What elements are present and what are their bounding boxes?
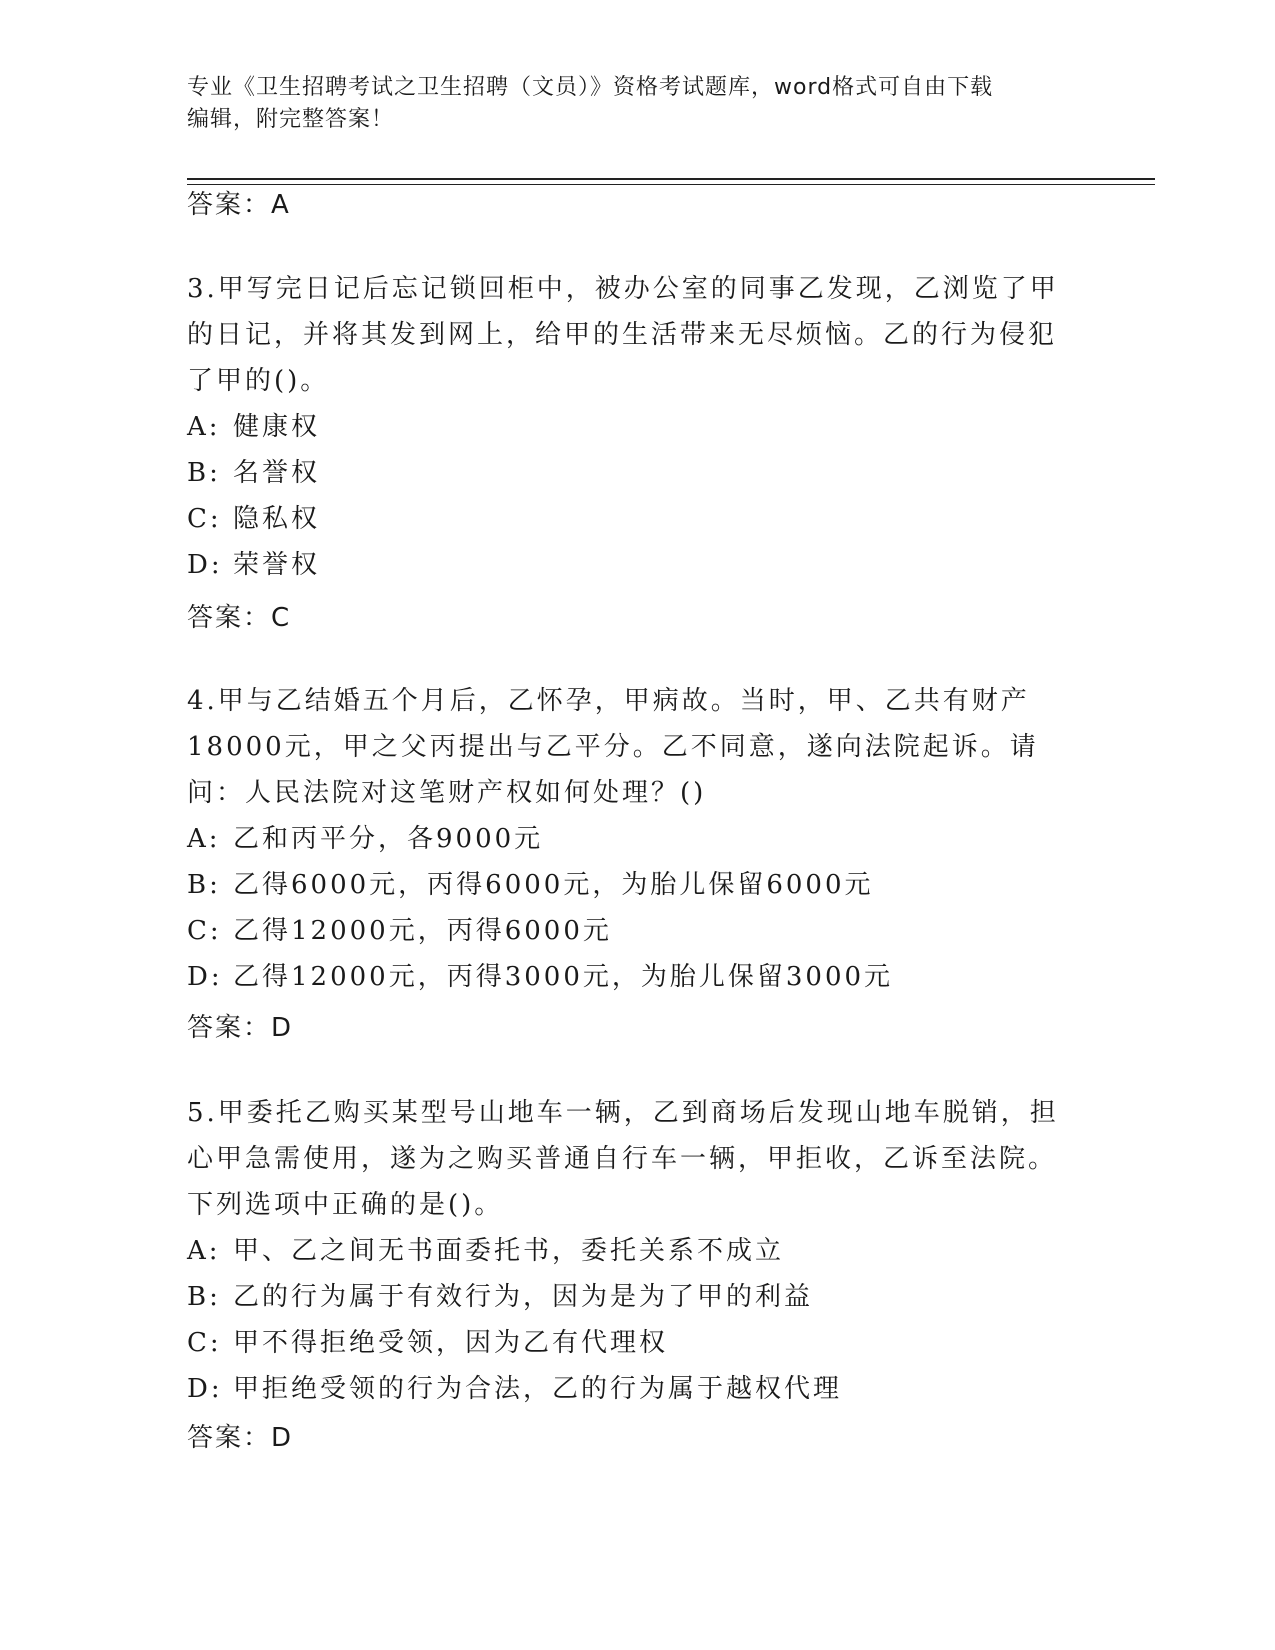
option-text: 隐私权 [233, 504, 321, 534]
option-c [187, 496, 1067, 542]
option-b [187, 1274, 1067, 1320]
question-5 [187, 1090, 1067, 1412]
option-label: B: [187, 1282, 221, 1312]
option-label: B: [187, 458, 221, 488]
question-stem: 5.甲委托乙购买某型号山地车一辆，乙到商场后发现山地车脱销，担心甲急需使用，遂为之购买普通自行车一辆，甲拒收，乙诉至法院。下列选项中正确的是()。 [187, 1098, 1059, 1220]
question-3 [187, 266, 1067, 588]
document-header [187, 72, 1087, 136]
header-rule-thin [187, 184, 1155, 185]
option-a [187, 816, 1067, 862]
option-text: 甲拒绝受领的行为合法，乙的行为属于越权代理 [233, 1374, 843, 1404]
option-a [187, 404, 1067, 450]
header-line-1: 专业《卫生招聘考试之卫生招聘（文员）》资格考试题库，word格式可自由下载 [187, 75, 994, 100]
option-c [187, 908, 1067, 954]
option-a [187, 1228, 1067, 1274]
answer-q2: 答案：A [187, 190, 291, 220]
option-d [187, 542, 1067, 588]
answer-q3: 答案：C [187, 603, 292, 633]
option-text: 乙得6000元，丙得6000元，为胎儿保留6000元 [233, 870, 874, 900]
answer-q5: 答案：D [187, 1423, 294, 1453]
option-label: A: [187, 824, 221, 854]
option-text: 乙得12000元，丙得3000元，为胎儿保留3000元 [233, 962, 894, 992]
option-text: 乙的行为属于有效行为，因为是为了甲的利益 [233, 1282, 814, 1312]
question-4 [187, 678, 1067, 1000]
option-label: B: [187, 870, 221, 900]
option-text: 乙和丙平分，各9000元 [233, 824, 544, 854]
option-text: 乙得12000元，丙得6000元 [233, 916, 612, 946]
option-label: D: [187, 550, 223, 580]
option-text: 名誉权 [233, 458, 321, 488]
option-label: C: [187, 916, 222, 946]
option-label: A: [187, 412, 221, 442]
option-text: 健康权 [233, 412, 321, 442]
option-d [187, 1366, 1067, 1412]
header-line-2: 编辑，附完整答案！ [187, 107, 395, 132]
option-d [187, 954, 1067, 1000]
option-label: A: [187, 1236, 221, 1266]
option-b [187, 862, 1067, 908]
option-label: C: [187, 504, 222, 534]
answer-q4: 答案：D [187, 1013, 294, 1043]
option-label: C: [187, 1328, 222, 1358]
option-text: 甲、乙之间无书面委托书，委托关系不成立 [233, 1236, 785, 1266]
option-text: 甲不得拒绝受领，因为乙有代理权 [233, 1328, 669, 1358]
question-stem: 3.甲写完日记后忘记锁回柜中，被办公室的同事乙发现，乙浏览了甲的日记，并将其发到网上，给甲的生活带来无尽烦恼。乙的行为侵犯了甲的()。 [187, 274, 1059, 396]
option-text: 荣誉权 [233, 550, 321, 580]
header-rule-thick [187, 178, 1155, 180]
question-stem: 4.甲与乙结婚五个月后，乙怀孕，甲病故。当时，甲、乙共有财产18000元，甲之父丙提出与乙平分。乙不同意，遂向法院起诉。请问：人民法院对这笔财产权如何处理？() [187, 686, 1039, 808]
option-c [187, 1320, 1067, 1366]
option-label: D: [187, 962, 223, 992]
option-label: D: [187, 1374, 223, 1404]
option-b [187, 450, 1067, 496]
